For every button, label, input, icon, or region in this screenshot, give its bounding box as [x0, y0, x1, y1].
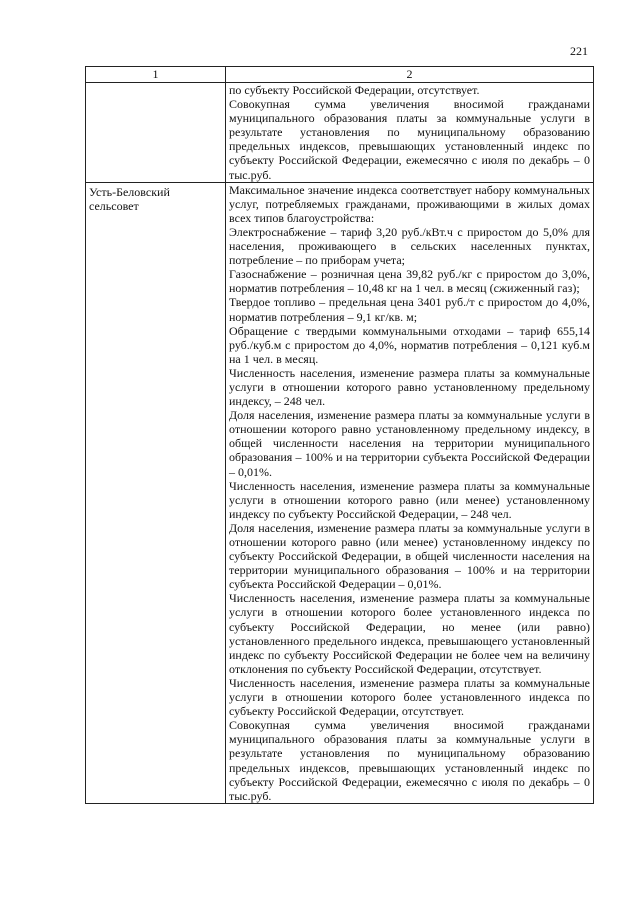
- paragraph: по субъекту Российской Федерации, отсутствует.: [229, 83, 480, 97]
- table-header-row: [86, 67, 594, 83]
- paragraph: Совокупная сумма увеличения вносимой гражданами муниципального образования платы за коммунальные услуги в результате установления по муниципальному образованию предельных индексов, превышающих установленный индекс по субъекту Российской Федерации, ежемесячно с июля по декабрь – 0 тыс.руб.: [229, 97, 590, 182]
- paragraph: Обращение с твердыми коммунальными отходами – тариф 655,14 руб./куб.м с приростом до 4,0%, норматив потребления – 0,121 куб.м на 1 чел. в месяц.: [229, 323, 590, 366]
- description-cell: [226, 83, 594, 183]
- paragraph: Максимальное значение индекса соответствует набору коммунальных услуг, потребляемых гражданами, проживающими в жилых домах всех типов благоустройства:: [229, 182, 590, 225]
- table-row: [86, 182, 594, 803]
- paragraph: Численность населения, изменение размера платы за коммунальные услуги в отношении которого равно (или менее) установленному индексу по субъекту Российской Федерации, – 248 чел.: [229, 478, 590, 521]
- municipal-index-table: [85, 66, 594, 804]
- paragraph: Доля населения, изменение размера платы за коммунальные услуги в отношении которого равно (или менее) установленному индексу по субъекту Российской Федерации, в общей численности населения на территории муниципального образования – 100% и на территории субъекта Российской Федерации – 0,01%.: [229, 520, 590, 592]
- municipality-name-cell: Усть-Беловский сельсовет: [86, 182, 226, 803]
- description-cell: [226, 182, 594, 803]
- municipality-name-cell: [86, 83, 226, 183]
- paragraph: Доля населения, изменение размера платы за коммунальные услуги в отношении которого равно установленному предельному индексу, в общей численности населения на территории муниципального образования – 100% и на территории субъекта Российской Федерации – 0,01%.: [229, 408, 590, 479]
- column-header-2: 2: [226, 67, 594, 83]
- table-row: [86, 83, 594, 183]
- paragraph: Численность населения, изменение размера платы за коммунальные услуги в отношении которого равно установленному предельному индексу, – 248 чел.: [229, 365, 590, 409]
- page-number: 221: [570, 44, 588, 58]
- paragraph: Совокупная сумма увеличения вносимой гражданами муниципального образования платы за коммунальные услуги в результате установления по муниципальному образованию предельных индексов, превышающих установленный индекс по субъекту Российской Федерации, ежемесячно с июля по декабрь – 0 тыс.руб.: [229, 718, 590, 803]
- paragraph: Численность населения, изменение размера платы за коммунальные услуги в отношении которого более установленного индекса по субъекту Российской Федерации, отсутствует.: [229, 675, 590, 719]
- paragraph: Электроснабжение – тариф 3,20 руб./кВт.ч с приростом до 5,0% для населения, проживающего в сельских населенных пунктах, потребление – по приборам учета;: [229, 224, 590, 268]
- paragraph: Твердое топливо – предельная цена 3401 руб./т с приростом до 4,0%, норматив потребления – 9,1 кг/кв. м;: [229, 295, 590, 324]
- paragraph: Численность населения, изменение размера платы за коммунальные услуги в отношении которого более установленного индекса по субъекту Российской Федерации, но менее (или равно) установленного предельного индекса, превышающего установленный индекс по субъекту Российской Федерации не более чем на величину отклонения по субъекту Российской Федерации, отсутствует.: [229, 591, 590, 676]
- column-header-1: 1: [86, 67, 226, 83]
- paragraph: Газоснабжение – розничная цена 39,82 руб./кг с приростом до 3,0%, норматив потребления – 10,48 кг на 1 чел. в месяц (сжиженный газ);: [229, 267, 590, 296]
